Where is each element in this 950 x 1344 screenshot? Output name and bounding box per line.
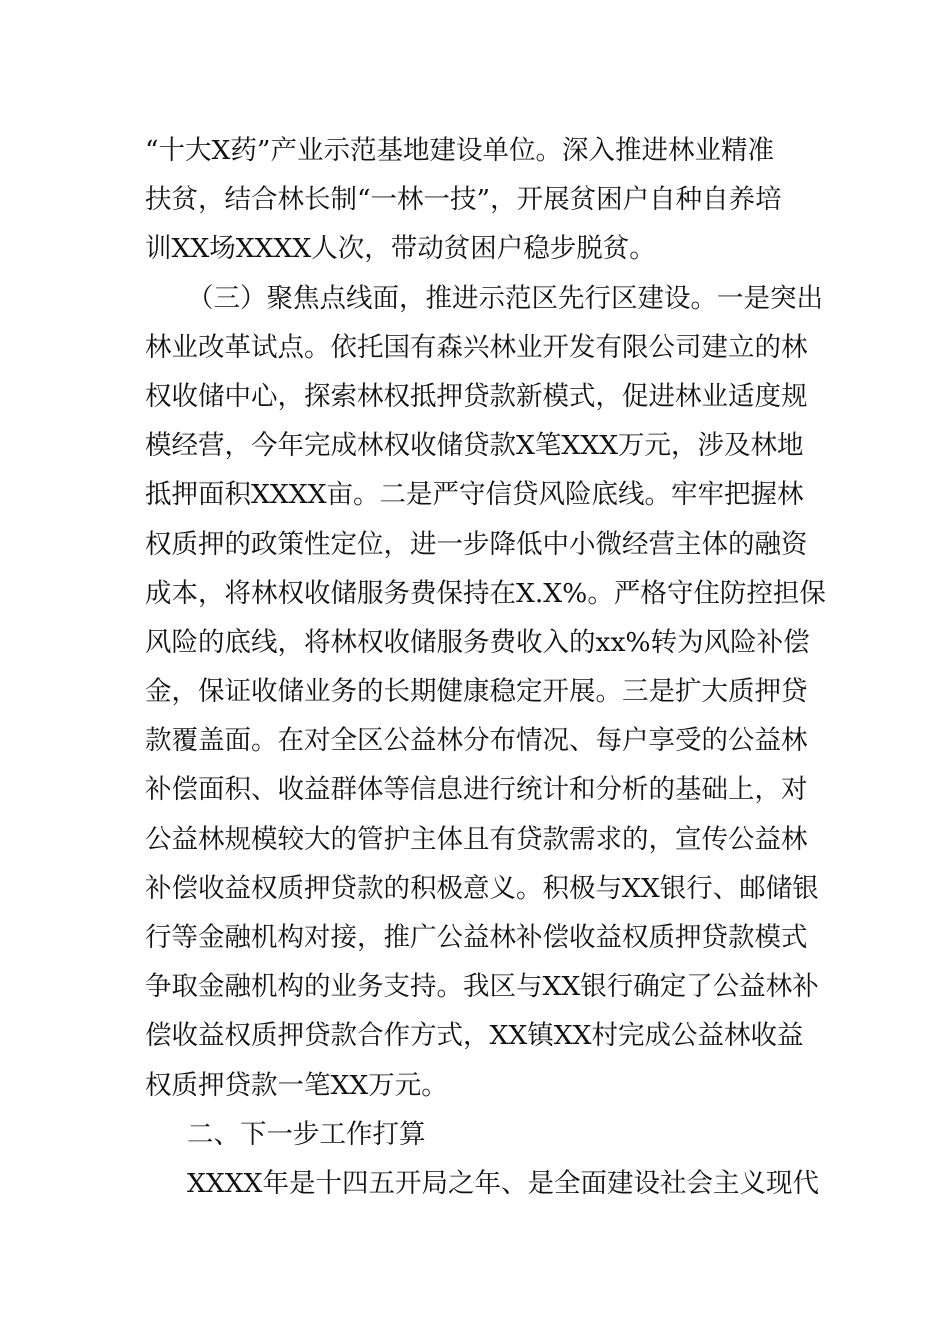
section-heading-next-steps: 二、下一步工作打算	[187, 1118, 426, 1150]
body-text	[145, 126, 826, 1208]
text-line: XXXX年是十四五开局之年、是全面建设社会主义现代	[187, 1167, 819, 1199]
text-line: 补偿面积、收益群体等信息进行统计和分析的基础上，对	[145, 774, 808, 806]
text-line: “十大X药”产业示范基地建设单位。深入推进林业精准	[145, 135, 774, 166]
section-heading-three: （三）聚焦点线面，推进示范区先行区建设。一是突出	[187, 282, 823, 314]
text-line: 偿收益权质押贷款合作方式，XX镇XX村完成公益林收益	[145, 1020, 804, 1052]
text-line: 风险的底线，将林权收储服务费收入的xx%转为风险补偿	[145, 626, 810, 658]
text-line: 林业改革试点。依托国有森兴林业开发有限公司建立的林	[145, 331, 808, 363]
text-line: 权收储中心，探索林权抵押贷款新模式，促进林业适度规	[145, 380, 808, 412]
text-line: 补偿收益权质押贷款的积极意义。积极与XX银行、邮储银	[145, 872, 819, 904]
text-line: 抵押面积XXXX亩。二是严守信贷风险底线。牢牢把握林	[145, 479, 804, 511]
text-line: 公益林规模较大的管护主体且有贷款需求的，宣传公益林	[145, 823, 808, 855]
text-line: 争取金融机构的业务支持。我区与XX银行确定了公益林补	[145, 971, 819, 1003]
text-line: 款覆盖面。在对全区公益林分布情况、每户享受的公益林	[145, 725, 808, 757]
text-line: 权质押贷款一笔XX万元。	[145, 1069, 448, 1101]
text-line: 金，保证收储业务的长期健康稳定开展。三是扩大质押贷	[145, 676, 808, 708]
text-line: 权质押的政策性定位，进一步降低中小微经营主体的融资	[145, 528, 808, 560]
text-line: 模经营，今年完成林权收储贷款X笔XXX万元，涉及林地	[145, 430, 804, 462]
text-line: 行等金融机构对接，推广公益林补偿收益权质押贷款模式	[145, 922, 808, 953]
text-line: 成本，将林权收储服务费保持在X.X%。严格守住防控担保	[145, 577, 826, 609]
text-line: 扶贫，结合林长制“一林一技”，开展贫困户自种自养培	[145, 184, 782, 216]
text-line: 训XX场XXXX人次，带动贫困户稳步脱贫。	[145, 233, 656, 265]
